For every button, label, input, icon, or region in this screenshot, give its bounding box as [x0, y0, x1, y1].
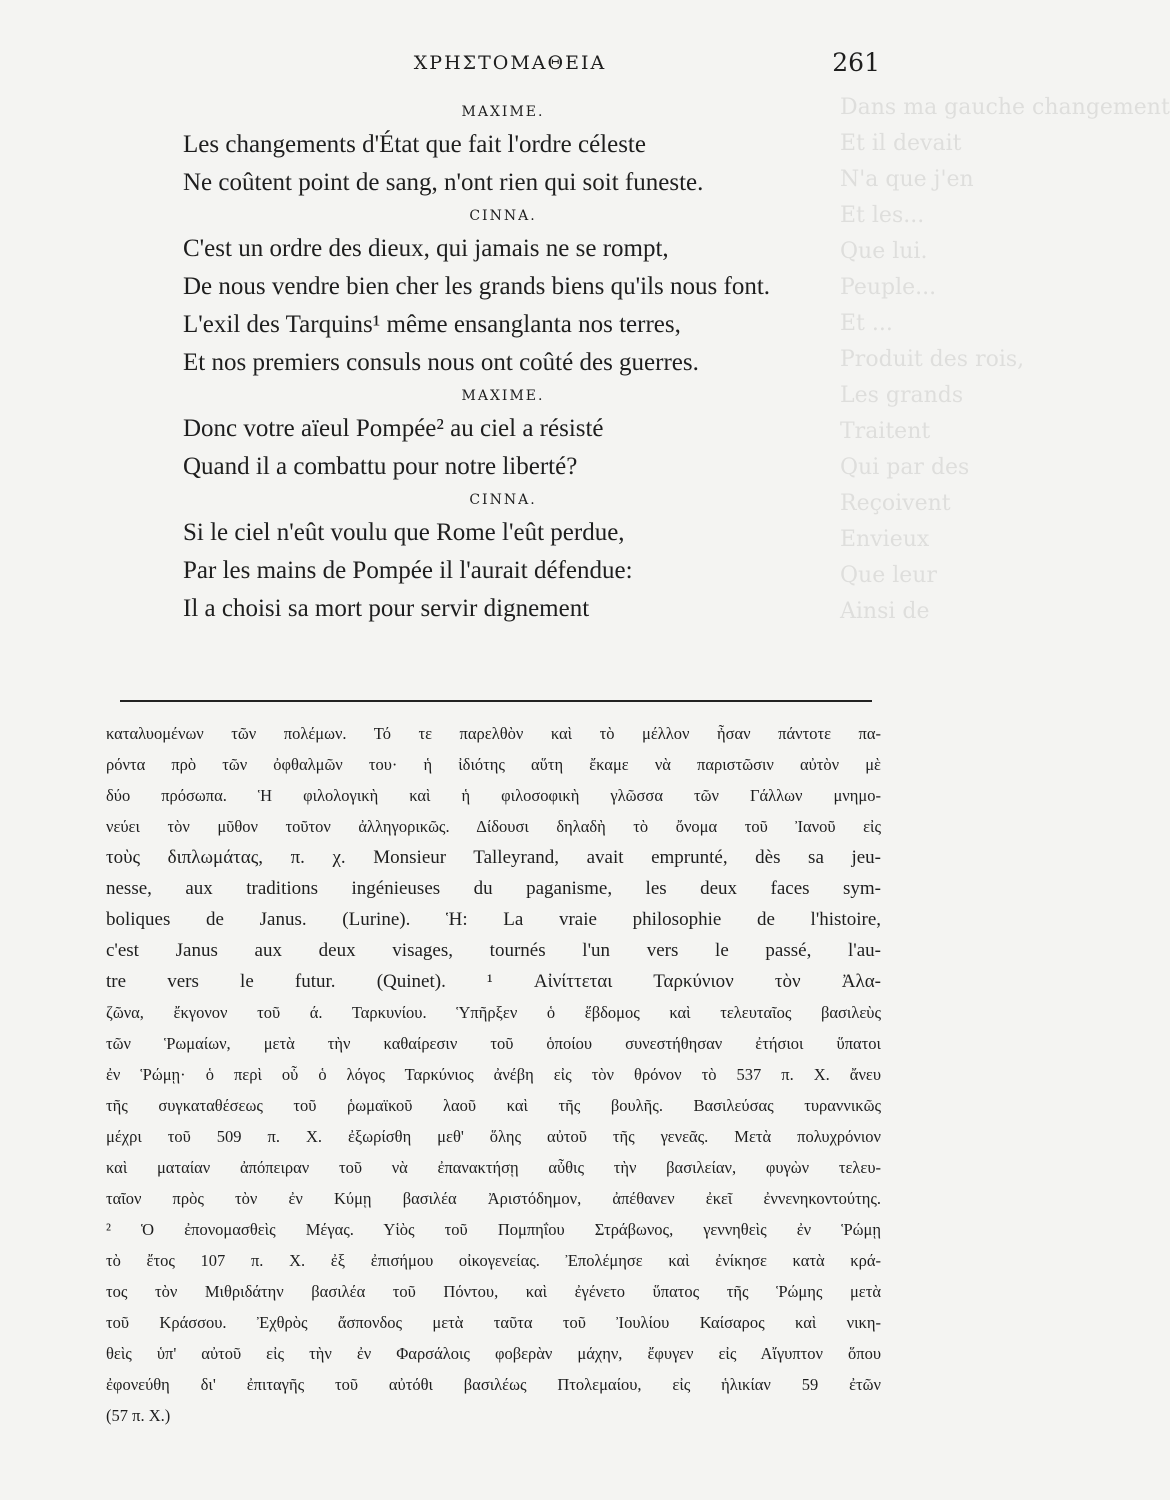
footnote-line: nesse, aux traditions ingénieuses du paganisme, les deux faces sym-	[106, 878, 881, 899]
verse-line: Quand il a combattu pour notre liberté?	[183, 453, 578, 480]
speaker-name: CINNA.	[469, 492, 537, 508]
speaker-name: CINNA.	[469, 208, 537, 224]
verse-dialogue	[183, 98, 883, 628]
verse-line: Donc votre aïeul Pompée² au ciel a résisté	[183, 415, 604, 442]
verse-line: Il a choisi sa mort pour servir dignement	[183, 595, 590, 622]
footnote-line: ρόντα πρὸ τῶν ὀφθαλμῶν του· ἡ ἰδιότης αὕτη ἔκαμε νὰ παριστῶσιν αὐτὸν μὲ	[106, 755, 881, 774]
footnote-line: δύο πρόσωπα. Ἡ φιλολογικὴ καὶ ἡ φιλοσοφικὴ γλῶσσα τῶν Γάλλων μνημο-	[106, 786, 881, 805]
footnote-line: ζῶνα, ἔκγονον τοῦ ά. Ταρκυνίου. Ὑπῆρξεν ὁ ἕβδομος καὶ τελευταῖος βασιλεὺς	[106, 1003, 881, 1022]
verse-line: Et nos premiers consuls nous ont coûté des guerres.	[183, 349, 699, 376]
footnote-line: τος τὸν Μιθριδάτην βασιλέα τοῦ Πόντου, καὶ ἐγένετο ὕπατος τῆς Ῥώμης μετὰ	[106, 1282, 881, 1301]
footnote-line: τῆς συγκαταθέσεως τοῦ ῥωμαϊκοῦ λαοῦ καὶ τῆς βουλῆς. Βασιλεύσας τυραννικῶς	[106, 1096, 881, 1115]
footnote-line: τοὺς διπλωμάτας, π. χ. Monsieur Talleyrand, avait emprunté, dès sa jeu-	[106, 847, 881, 868]
footnote-line: μέχρι τοῦ 509 π. Χ. ἐξωρίσθη μεθ' ὅλης αὐτοῦ τῆς γενεᾶς. Μετὰ πολυχρόνιον	[106, 1127, 881, 1146]
footnotes	[106, 718, 881, 1431]
footnote-line: ² Ὁ ἐπονομασθεὶς Μέγας. Υἱὸς τοῦ Πομπηΐου Στράβωνος, γεννηθεὶς ἐν Ῥώμῃ	[106, 1220, 881, 1239]
speaker-name: MAXIME.	[461, 104, 545, 120]
verse-line: C'est un ordre des dieux, qui jamais ne se rompt,	[183, 235, 669, 262]
footnote-line: boliques de Janus. (Lurine). Ἡ: La vraie philosophie de l'histoire,	[106, 909, 881, 930]
speaker-name: MAXIME.	[461, 388, 545, 404]
footnote-line: (57 π. Χ.)	[106, 1406, 171, 1425]
verse-line: Ne coûtent point de sang, n'ont rien qui soit funeste.	[183, 169, 704, 196]
footnote-line: θεὶς ὑπ' αὐτοῦ εἰς τὴν ἐν Φαρσάλοις φοβερὰν μάχην, ἔφυγεν εἰς Αἴγυπτον ὅπου	[106, 1344, 881, 1363]
footnote-line: τὸ ἔτος 107 π. Χ. ἐξ ἐπισήμου οἰκογενείας. Ἐπολέμησε καὶ ἐνίκησε κατὰ κρά-	[106, 1251, 881, 1270]
footnote-line: νεύει τὸν μῦθον τοῦτον ἀλληγορικῶς. Δίδουσι δηλαδὴ τὸ ὄνομα τοῦ Ἰανοῦ εἰς	[106, 817, 881, 836]
footnote-line: καὶ ματαίαν ἀπόπειραν τοῦ νὰ ἐπανακτήσῃ αὖθις τὴν βασιλείαν, φυγὼν τελευ-	[106, 1158, 881, 1177]
bleed-through-text: Dans ma gauche changement Et il devait N'a que j'en Et les... Que lui. Peuple... Et ... Produit des rois, Les grands Traitent Qui par des Reçoivent Envieux Que leur Ainsi de	[840, 95, 1170, 624]
footnote-line: ταῖον πρὸς τὸν ἐν Κύμῃ βασιλέα Ἀριστόδημον, ἀπέθανεν ἐκεῖ ἐννενηκοντούτης.	[106, 1189, 881, 1208]
verse-line: L'exil des Tarquins¹ même ensanglanta nos terres,	[183, 311, 681, 338]
running-title: ΧΡΗΣΤΟΜΑΘΕΙΑ	[413, 52, 607, 74]
running-header	[150, 48, 880, 80]
footnote-line: tre vers le futur. (Quinet). ¹ Αἰνίττεται Ταρκύνιον τὸν Ἀλα-	[106, 971, 881, 992]
verse-line: Si le ciel n'eût voulu que Rome l'eût perdue,	[183, 519, 625, 546]
footnote-line: c'est Janus aux deux visages, tournés l'un vers le passé, l'au-	[106, 940, 881, 961]
footnote-line: ἐφονεύθη δι' ἐπιταγῆς τοῦ αὐτόθι βασιλέως Πτολεμαίου, εἰς ἡλικίαν 59 ἐτῶν	[106, 1375, 881, 1394]
footnote-line: τῶν Ῥωμαίων, μετὰ τὴν καθαίρεσιν τοῦ ὁποίου συνεστήθησαν ἐτήσιοι ὕπατοι	[106, 1034, 881, 1053]
verse-line: De nous vendre bien cher les grands biens qu'ils nous font.	[183, 273, 771, 300]
footnote-line: ἐν Ῥώμῃ· ὁ περὶ οὗ ὁ λόγος Ταρκύνιος ἀνέβη εἰς τὸν θρόνον τὸ 537 π. Χ. ἄνευ	[106, 1065, 881, 1084]
footnote-rule	[120, 700, 872, 702]
verse-line: Les changements d'État que fait l'ordre céleste	[183, 131, 646, 158]
footnote-line: καταλυομένων τῶν πολέμων. Τό τε παρελθὸν καὶ τὸ μέλλον ἦσαν πάντοτε πα-	[106, 724, 881, 743]
verse-line: Par les mains de Pompée il l'aurait défendue:	[183, 557, 633, 584]
page-number: 261	[832, 48, 880, 77]
footnote-line: τοῦ Κράσσου. Ἐχθρὸς ἄσπονδος μετὰ ταῦτα τοῦ Ἰουλίου Καίσαρος καὶ νικη-	[106, 1313, 881, 1332]
